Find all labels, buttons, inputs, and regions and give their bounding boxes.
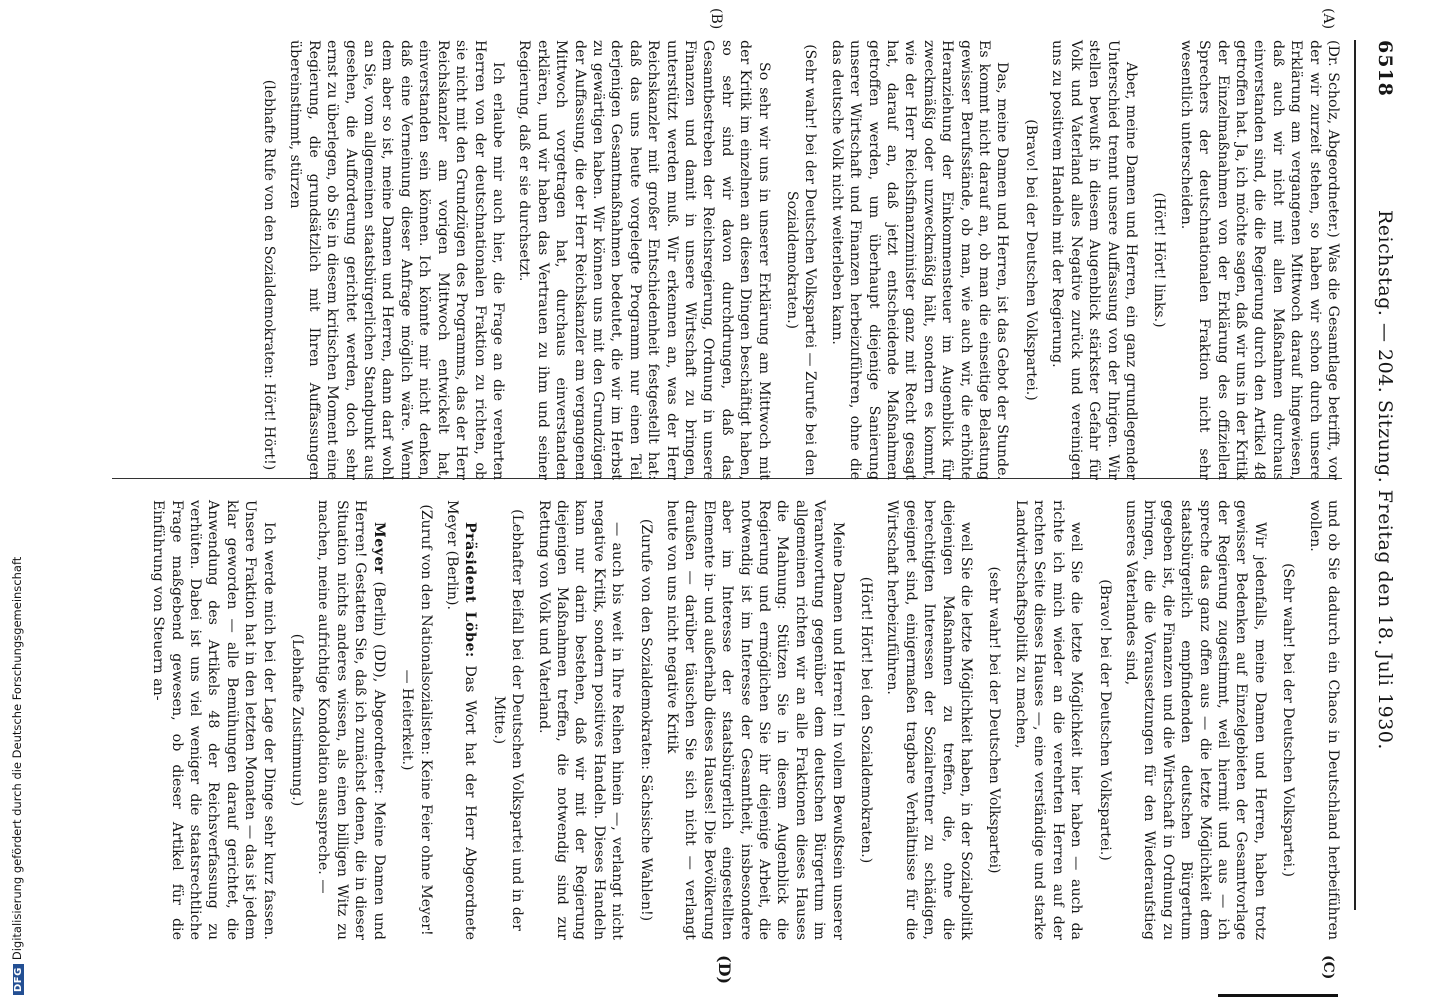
interjection-note: (Sehr wahr! bei der Deutschen Volkspartei.) <box>1280 563 1297 877</box>
interjection-note: (Zurufe von den Sozialdemokraten: Sächsische Wahlen!) <box>637 518 654 922</box>
margin-marker-c: (C) <box>1320 955 1336 980</box>
interjection-note: (Sehr wahr! bei der Deutschen Volkspartei — Zurufe bei den Sozialdemokraten.) <box>784 44 819 476</box>
speaker-name: Meyer <box>370 522 387 574</box>
digitization-credit <box>10 557 24 995</box>
paragraph-text: (Berlin) (DD), Abgeordneter: Meine Damen und Herren! Gestatten Sie, daß ich zunächst denen, die in dieser Situation nichts anderes wissen, als einen billigen Witz zu machen, meine aufrichtige Kondolation ausspreche. — <box>315 500 387 940</box>
margin-marker-d: (D) <box>715 955 734 985</box>
paragraph-text: — auch bis weit in Ihre Reihen hinein —, verlangt nicht negative Kritik, sondern positives Handeln. Dieses Handeln kann nur darin bestehen, daß wir mit der Regierung diejenigen Maßnahmen treffen, die notwendig sind zur Rettung von Volk und Vaterland. <box>535 500 626 940</box>
paragraph-text: Ich werde mich bei der Lage der Dinge sehr kurz fassen. Unsere Fraktion hat in den letzten Monaten — das ist jedem klar geworden — alle Bemühungen darauf gerichtet, die Anwendung des Artikels 48 der Reichsverfassung zu verhüten. Dabei ist uns viel weniger die staatsrechtliche Frage maßgebend gewesen, ob dieser Artikel für die Einführung von Steuern an- <box>150 500 277 940</box>
interjection-note: (Bravo! bei der Deutschen Volkspartei.) <box>1022 119 1039 401</box>
interjection-note: (Hört! Hört! bei den Sozialdemokraten.) <box>858 576 875 864</box>
interjection-note: (sehr wahr! bei der Deutschen Volkspartei) <box>986 566 1003 874</box>
interjection-note: (Lebhafter Beifall bei der Deutschen Volkspartei und in der Mitte.) <box>490 509 526 931</box>
paragraph-text: Das, meine Damen und Herren, ist das Gebot der Stunde. Es kommt nicht darauf an, ob man die einseitige Belastung gewisser Berufsstände, ob man, wie auch wir, die erhöhte Heranziehung der Einkommensteuer im Augenblick für zweckmäßig oder unzweckmäßig hält, sondern es kommt, wie der Herr Reichsfinanzminister ganz mit Recht gesagt hat, darauf an, daß jetzt entscheidende Maßnahmen getroffen werden, um überhaupt diejenige Sanierung unserer Wirtschaft und Finanzen herbeizuführen, ohne die das deutsche Volk nicht weiterleben kann. <box>828 40 1011 480</box>
paragraph-text: und ob Sie dadurch ein Chaos in Deutschland herbeiführen wollen. <box>1306 500 1341 940</box>
dfg-logo-icon: DFG <box>13 964 24 995</box>
paragraph-text: Das Wort hat der Herr Abgeordnete Meyer (Berlin). <box>443 500 479 940</box>
speaker-name: Präsident Löbe: <box>462 522 479 658</box>
page-number: 6518 <box>1374 40 1396 97</box>
interjection-note: (lebhafte Rufe von den Sozialdemokraten: Hört! Hört!) <box>261 79 278 471</box>
paragraph-text: weil Sie die letzte Möglichkeit haben, in der Sozialpolitik diejenigen Maßnahmen zu treffen, die, ohne die berechtigten Interessen der Sozialrentner zu schädigen, geeignet sind, einigermaßen tragbare Verhältnisse für die Wirtschaft herbeizuführen. <box>884 500 975 940</box>
margin-marker-a: (A) <box>1320 8 1336 30</box>
interjection-note: (Hört! Hört! links.) <box>1151 192 1168 328</box>
interjection-note: (Zuruf von den Nationalsozialisten: Keine Feier ohne Meyer! — Heiterkeit.) <box>399 504 434 936</box>
paragraph-text: Wir jedenfalls, meine Damen und Herren, haben trotz gewisser Bedenken auf Einzelgebieten der Gesamtvorlage der Regierung zugestimmt, weil hiermit und aus — ich spreche das ganz offen aus — die letzte Möglichkeit dem staatsbürgerlich empfindenden deutschen Bürgertum gegeben ist, die Finanzen und die Wirtschaft in Ordnung zu bringen, die die Voraussetzungen für den Wiederaufstieg unseres Vaterlandes sind, <box>1122 500 1268 940</box>
paragraph-text: Aber, meine Damen und Herren, ein ganz grundlegender Unterschied trennt unsere Auffassung von der Ihrigen. Wir stellen bewußt in diesem Augenblick stärkster Gefahr für Volk und Vaterland alles Negative zurück und vereinigen uns zu positivem Handeln mit der Regierung. <box>1049 40 1139 480</box>
paragraph-text: Ich erlaube mir auch hier, die Frage an die verehrten Herren von der deutschnationalen Fraktion zu richten, ob sie nicht mit den Grundzügen des Programms, das der Herr Reichskanzler am vorigen Mittwoch entwickelt hat, einverstanden sein können. Ich könnte mir nicht denken, daß eine Verneinung dieser Anfrage möglich wäre. Wenn dem aber so ist, meine Damen und Herren, dann darf wohl an Sie, vom allgemeinen staatsbürgerlichen Standpunkt aus gesehen, die Aufforderung gerichtet werden, doch sehr ernst zu überlegen, ob Sie in diesem kritischen Moment eine Regierung, die grundsätzlich mit Ihren Auffassungen übereinstimmt, stürzen <box>287 40 506 480</box>
credit-text: Digitalisierung gefördert durch die Deutsche Forschungsgemeinschaft <box>10 556 24 961</box>
margin-marker-b: (B) <box>708 8 724 30</box>
interjection-note: (Bravo! bei der Deutschen Volkspartei.) <box>1096 579 1113 861</box>
interjection-note: (Lebhafte Zustimmung.) <box>289 633 306 807</box>
running-title: Reichstag. — 204. Sitzung. Freitag den 18. Juli 1930. <box>1374 210 1396 750</box>
paragraph-text: weil Sie die letzte Möglichkeit hier haben — auch da richte ich mich wieder an die verehrten Herren auf der rechten Seite dieses Hauses —, eine verständige und starke Landwirtschaftspolitik zu machen, <box>1012 500 1085 940</box>
paragraph-text: Meine Damen und Herren! In vollem Bewußtsein unserer Verantwortung gegenüber dem deutschen Bürgertum im allgemeinen richten wir an alle Fraktionen dieses Hauses die Mahnung: Stützen Sie in diesem Augenblick die Regierung und ermöglichen Sie ihr diejenige Arbeit, die notwendig ist im Interesse der Gesamtheit, insbesondere aber im Interesse der staatsbürgerlich eingestellten Elemente in- und außerhalb dieses Hauses! Die Bevölkerung draußen — darüber täuschen Sie sich nicht — verlangt heute von uns nicht negative Kritik <box>664 500 846 940</box>
paragraph-text: (Dr. Scholz, Abgeordneter.) Was die Gesamtlage betrifft, vor der wir zurzeit stehen, so haben wir schon durch unsere Erklärung am vergangenen Mittwoch darauf hingewiesen, daß auch wir nicht mit allen Maßnahmen durchaus einverstanden sind, die die Regierung durch den Artikel 48 getroffen hat. Ja, ich möchte sagen, daß wir uns in der Kritik der Einzelmaßnahmen von der Erklärung des offiziellen Sprechers der deutschnationalen Fraktion nicht sehr wesentlich unterscheiden. <box>1177 40 1341 480</box>
paragraph-text: So sehr wir uns in unserer Erklärung am Mittwoch mit der Kritik im einzelnen an diesen Dingen beschäftigt haben, so sehr sind wir davon durchdrungen, daß das Gesamtbestreben der Reichsregierung, Ordnung in unsere Finanzen und damit in unsere Wirtschaft zu bringen, unterstützt werden muß. Wir erkennen an, was der Herr Reichskanzler mit großer Entschiedenheit festgestellt hat: daß das uns heute vorgelegte Programm nur einen Teil derjenigen Gesamtmaßnahmen bedeutet, die wir im Herbst zu gewärtigen haben. Wir können uns mit den Grundzügen der Auffassung, die der Herr Reichskanzler am vergangenen Mittwoch vorgetragen hat, durchaus einverstanden erklären, und wir haben das Vertrauen zu ihm und seiner Regierung, daß er sie durchsetzt. <box>516 40 772 480</box>
